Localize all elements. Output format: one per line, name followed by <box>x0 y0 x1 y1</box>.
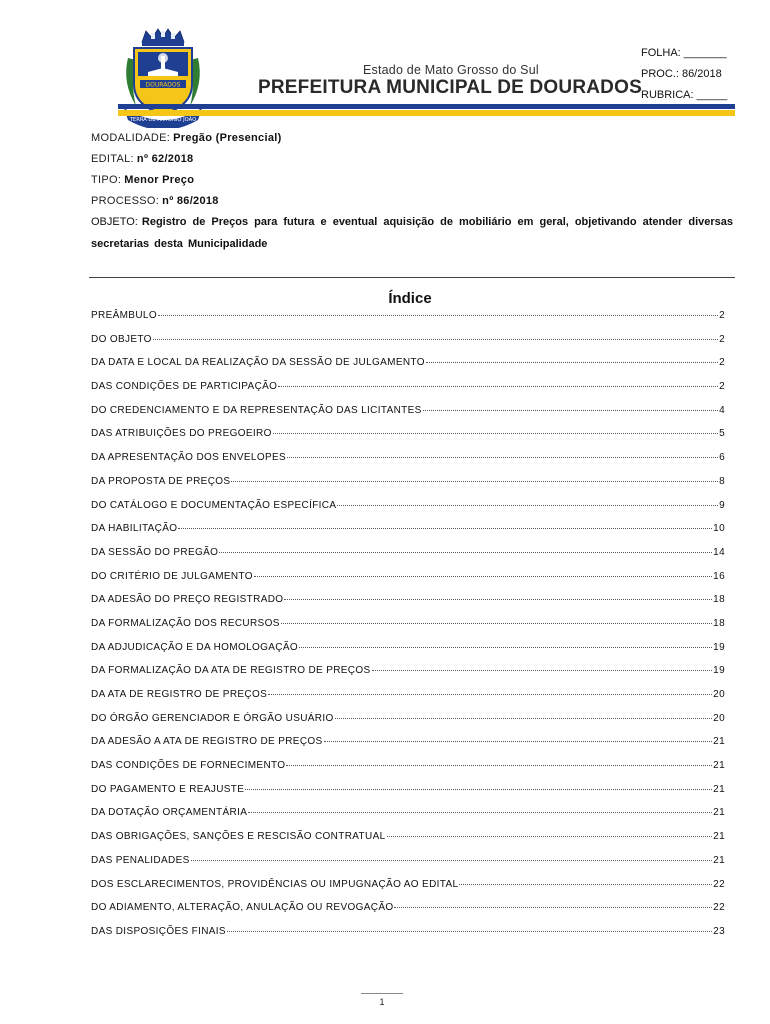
toc-entry[interactable] <box>91 807 725 831</box>
toc-entry-page: 6 <box>719 452 725 464</box>
toc-entry-label: DA DATA E LOCAL DA REALIZAÇÃO DA SESSÃO DE JULGAMENTO <box>91 357 425 369</box>
toc-entry[interactable] <box>91 405 725 429</box>
toc-entry[interactable] <box>91 926 725 950</box>
toc-entry-label: DA DOTAÇÃO ORÇAMENTÁRIA <box>91 807 248 819</box>
toc-entry-page: 21 <box>713 760 725 772</box>
toc-entry-label: DO PAGAMENTO E REAJUSTE <box>91 783 245 795</box>
toc-entry-page: 19 <box>713 665 725 677</box>
toc-entry-leader <box>227 931 712 932</box>
objeto-value: Registro de Preços para futura e eventual aquisição de mobiliário em geral, objetivando atender diversas secretarias desta Municipalidade <box>91 216 733 250</box>
objeto-row <box>91 212 733 255</box>
crest-text: DOURADOS <box>145 81 181 89</box>
toc-entry-label: DAS DISPOSIÇÕES FINAIS <box>91 925 226 937</box>
toc-entry[interactable] <box>91 334 725 358</box>
toc-entry[interactable] <box>91 784 725 808</box>
state-name: Estado de Mato Grosso do Sul <box>363 63 539 77</box>
toc-entry-label: DA ADESÃO DO PREÇO REGISTRADO <box>91 594 284 606</box>
toc-entry[interactable] <box>91 689 725 713</box>
toc-entry-page: 16 <box>713 570 725 582</box>
toc-entry-label: DAS OBRIGAÇÕES, SANÇÕES E RESCISÃO CONTRATUAL <box>91 831 386 843</box>
toc-entry-leader <box>459 884 712 885</box>
toc-entry-leader <box>423 410 718 411</box>
toc-entry-label: DA ADJUDICAÇÃO E DA HOMOLOGAÇÃO <box>91 641 299 653</box>
toc-entry-label: DO OBJETO <box>91 333 152 345</box>
toc-entry[interactable] <box>91 523 725 547</box>
toc-entry-leader <box>231 481 718 482</box>
toc-entry-leader <box>286 765 712 766</box>
page-number: 1 <box>379 997 385 1007</box>
section-divider <box>89 277 735 278</box>
toc-entry-page: 20 <box>713 712 725 724</box>
toc-entry-page: 14 <box>713 546 725 558</box>
toc-entry-page: 23 <box>713 925 725 937</box>
toc-entry-page: 8 <box>719 475 725 487</box>
toc-entry[interactable] <box>91 428 725 452</box>
toc-entry[interactable] <box>91 618 725 642</box>
header-band-yellow <box>118 110 735 116</box>
toc-entry-label: DO ÓRGÃO GERENCIADOR E ÓRGÃO USUÁRIO <box>91 712 334 724</box>
proc-field: PROC.: 86/2018 <box>641 68 722 80</box>
toc-entry-label: DA SESSÃO DO PREGÃO <box>91 546 219 558</box>
toc-entry-leader <box>372 670 713 671</box>
tipo-row <box>91 170 733 191</box>
toc-entry-leader <box>219 552 712 553</box>
toc-entry-label: PREÂMBULO <box>91 310 157 321</box>
objeto-label: OBJETO: <box>91 216 138 228</box>
header-band-blue <box>118 104 735 109</box>
toc-entry-page: 5 <box>719 428 725 440</box>
toc-entry[interactable] <box>91 357 725 381</box>
toc-entry-page: 9 <box>719 499 725 511</box>
edital-label: EDITAL: <box>91 153 134 165</box>
toc-entry-leader <box>254 576 712 577</box>
crest-ribbon-text: TERRA DE ANTONIO JOÃO <box>129 117 197 123</box>
toc-entry-page: 21 <box>713 736 725 748</box>
toc-entry[interactable] <box>91 452 725 476</box>
toc-entry[interactable] <box>91 547 725 571</box>
toc-entry-page: 18 <box>713 594 725 606</box>
toc-entry-label: DA ADESÃO A ATA DE REGISTRO DE PREÇOS <box>91 736 323 748</box>
header-control-fields <box>641 43 727 106</box>
toc-entry-leader <box>278 386 718 387</box>
toc-entry-leader <box>287 457 718 458</box>
toc-entry[interactable] <box>91 855 725 879</box>
toc-entry[interactable] <box>91 760 725 784</box>
toc-entry-leader <box>426 362 718 363</box>
toc-entry-page: 21 <box>713 831 725 843</box>
edital-value: nº 62/2018 <box>136 153 194 165</box>
toc-entry-leader <box>387 836 713 837</box>
toc-entry-leader <box>178 528 712 529</box>
toc-entry-page: 10 <box>713 523 725 535</box>
toc-entry-leader <box>335 718 713 719</box>
toc-entry-page: 2 <box>719 357 725 369</box>
toc-entry[interactable] <box>91 879 725 903</box>
toc-entry-page: 22 <box>713 878 725 890</box>
toc-entry[interactable] <box>91 381 725 405</box>
toc-entry-page: 19 <box>713 641 725 653</box>
tipo-value: Menor Preço <box>124 174 195 186</box>
toc-entry-page: 2 <box>719 333 725 345</box>
toc-entry[interactable] <box>91 310 725 334</box>
toc-entry-label: DA HABILITAÇÃO <box>91 523 178 535</box>
toc-entry-label: DAS ATRIBUIÇÕES DO PREGOEIRO <box>91 428 272 440</box>
toc-entry-leader <box>153 339 718 340</box>
modalidade-row <box>91 128 733 149</box>
toc-entry[interactable] <box>91 571 725 595</box>
toc-entry-label: DA APRESENTAÇÃO DOS ENVELOPES <box>91 452 287 464</box>
toc-entry-page: 20 <box>713 689 725 700</box>
toc-entry-label: DAS CONDIÇÕES DE FORNECIMENTO <box>91 760 286 772</box>
modalidade-value: Pregão (Presencial) <box>173 132 282 144</box>
table-of-contents <box>91 310 725 950</box>
tipo-label: TIPO: <box>91 174 122 186</box>
toc-entry-leader <box>281 623 712 624</box>
footer-rule <box>361 993 403 994</box>
toc-entry-label: DOS ESCLARECIMENTOS, PROVIDÊNCIAS OU IMPUGNAÇÃO AO EDITAL <box>91 878 459 890</box>
toc-entry[interactable] <box>91 665 725 689</box>
toc-entry[interactable] <box>91 736 725 760</box>
toc-entry-label: DAS PENALIDADES <box>91 854 190 866</box>
processo-label: PROCESSO: <box>91 195 160 207</box>
modalidade-label: MODALIDADE: <box>91 132 171 144</box>
toc-entry-leader <box>337 505 718 506</box>
toc-entry-page: 4 <box>719 404 725 416</box>
toc-entry[interactable] <box>91 594 725 618</box>
index-title: Índice <box>388 290 432 307</box>
toc-entry-page: 21 <box>713 854 725 866</box>
toc-entry-label: DO CRITÉRIO DE JULGAMENTO <box>91 570 253 582</box>
toc-entry-leader <box>245 789 712 790</box>
toc-entry-leader <box>191 860 713 861</box>
toc-entry-page: 22 <box>713 902 725 914</box>
toc-entry-leader <box>324 741 713 742</box>
edital-row <box>91 149 733 170</box>
toc-entry-leader <box>284 599 712 600</box>
processo-value: nº 86/2018 <box>162 195 219 207</box>
toc-entry[interactable] <box>91 642 725 666</box>
toc-entry-leader <box>394 907 712 908</box>
toc-entry-label: DO ADIAMENTO, ALTERAÇÃO, ANULAÇÃO OU REVOGAÇÃO <box>91 902 394 914</box>
procurement-meta <box>91 128 733 255</box>
toc-entry-page: 21 <box>713 783 725 795</box>
toc-entry-label: DA ATA DE REGISTRO DE PREÇOS <box>91 689 268 700</box>
toc-entry-label: DO CREDENCIAMENTO E DA REPRESENTAÇÃO DAS LICITANTES <box>91 404 422 416</box>
toc-entry-label: DO CATÁLOGO E DOCUMENTAÇÃO ESPECÍFICA <box>91 499 337 511</box>
toc-entry[interactable] <box>91 902 725 926</box>
toc-entry-label: DAS CONDIÇÕES DE PARTICIPAÇÃO <box>91 381 278 393</box>
prefeitura-title: PREFEITURA MUNICIPAL DE DOURADOS <box>258 77 642 98</box>
toc-entry[interactable] <box>91 831 725 855</box>
toc-entry-page: 2 <box>719 381 725 393</box>
toc-entry-page: 2 <box>719 310 725 321</box>
toc-entry-label: DA FORMALIZAÇÃO DOS RECURSOS <box>91 617 280 629</box>
toc-entry-page: 21 <box>713 807 725 819</box>
toc-entry-leader <box>248 812 712 813</box>
toc-entry-leader <box>273 433 718 434</box>
rubrica-field: RUBRICA: _____ <box>641 89 728 101</box>
toc-entry-label: DA FORMALIZAÇÃO DA ATA DE REGISTRO DE PREÇOS <box>91 665 371 677</box>
toc-entry[interactable] <box>91 500 725 524</box>
processo-row <box>91 191 733 212</box>
toc-entry-leader <box>268 694 712 695</box>
toc-entry-page: 18 <box>713 617 725 629</box>
toc-entry[interactable] <box>91 476 725 500</box>
toc-entry[interactable] <box>91 713 725 737</box>
toc-entry-label: DA PROPOSTA DE PREÇOS <box>91 475 231 487</box>
toc-entry-leader <box>158 315 718 316</box>
folha-field: FOLHA: _______ <box>641 47 727 59</box>
toc-entry-leader <box>299 647 712 648</box>
